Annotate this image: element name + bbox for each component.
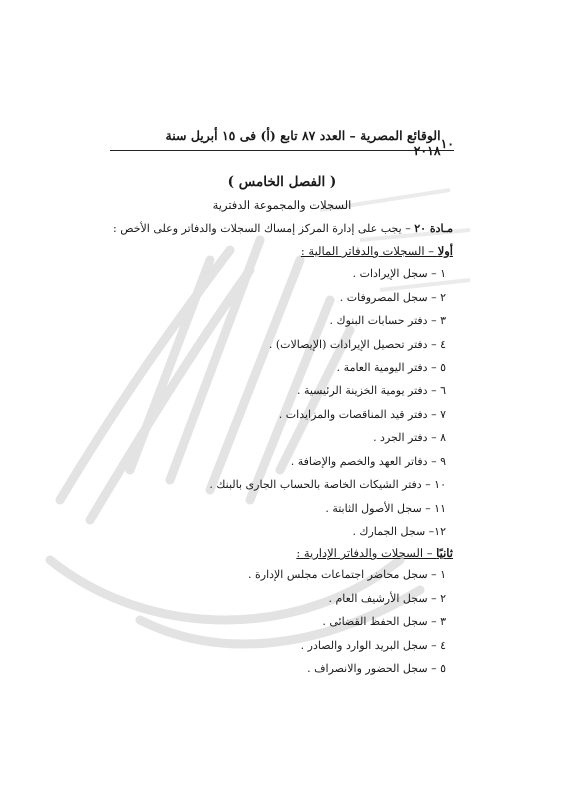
list-item: ١ – سجل محاضر اجتماعات مجلس الإدارة . xyxy=(248,568,446,581)
list-item: ٥ – سجل الحضور والانصراف . xyxy=(307,662,446,675)
section-financial-heading xyxy=(301,244,453,258)
article-text: – يجب على إدارة المركز إمساك السجلات والدفاتر وعلى الأخص : xyxy=(113,222,415,235)
section-financial-title: – السجلات والدفاتر المالية : xyxy=(300,244,438,258)
list-item: ١ – سجل الإيرادات . xyxy=(352,267,446,280)
gazette-running-title: الوقائع المصرية – العدد ٨٧ تابع (أ) فى ١٥ أبريل سنة ٢٠١٨ xyxy=(165,128,441,158)
list-item: ١١ – سجل الأصول الثابتة . xyxy=(325,502,446,515)
list-item: ١٠ – دفتر الشيكات الخاصة بالحساب الجارى بالبنك . xyxy=(209,478,446,491)
chapter-subtitle: السجلات والمجموعة الدفترية xyxy=(212,198,352,212)
list-item: ٤ – سجل البريد الوارد والصادر . xyxy=(300,639,446,652)
list-item: ٣ – دفتر حسابات البنوك . xyxy=(329,314,446,327)
article-label: مـادة ٢٠ xyxy=(414,222,453,235)
section-administrative-label: ثانيًا xyxy=(436,546,453,560)
list-item: ٩ – دفاتر العهد والخصم والإضافة . xyxy=(290,455,446,468)
list-item: ١٢– سجل الجمارك . xyxy=(352,525,446,538)
list-item: ٦ – دفتر يومية الخزينة الرئيسية . xyxy=(296,384,446,397)
list-item: ٥ – دفتر اليومية العامة . xyxy=(336,361,446,374)
list-item: ٨ – دفتر الجرد . xyxy=(373,431,446,444)
list-item: ٢ – سجل الأرشيف العام . xyxy=(328,592,446,605)
list-item: ٧ – دفتر قيد المناقصات والمزايدات . xyxy=(278,408,446,421)
list-item: ٢ – سجل المصروفات . xyxy=(339,291,446,304)
list-item: ٣ – سجل الحفظ القضائى . xyxy=(322,615,446,628)
section-administrative-title: – السجلات والدفاتر الإدارية : xyxy=(296,546,437,560)
page-number: ١٠ xyxy=(440,135,454,151)
chapter-title: ( الفصل الخامس ) xyxy=(227,174,337,190)
page-header xyxy=(150,128,454,158)
list-item: ٤ – دفتر تحصيل الإيرادات (الإيصالات) . xyxy=(268,338,446,351)
header-divider xyxy=(110,150,454,151)
section-administrative-heading xyxy=(296,546,453,560)
section-financial-label: أولا xyxy=(437,244,453,258)
article-20 xyxy=(113,222,453,235)
